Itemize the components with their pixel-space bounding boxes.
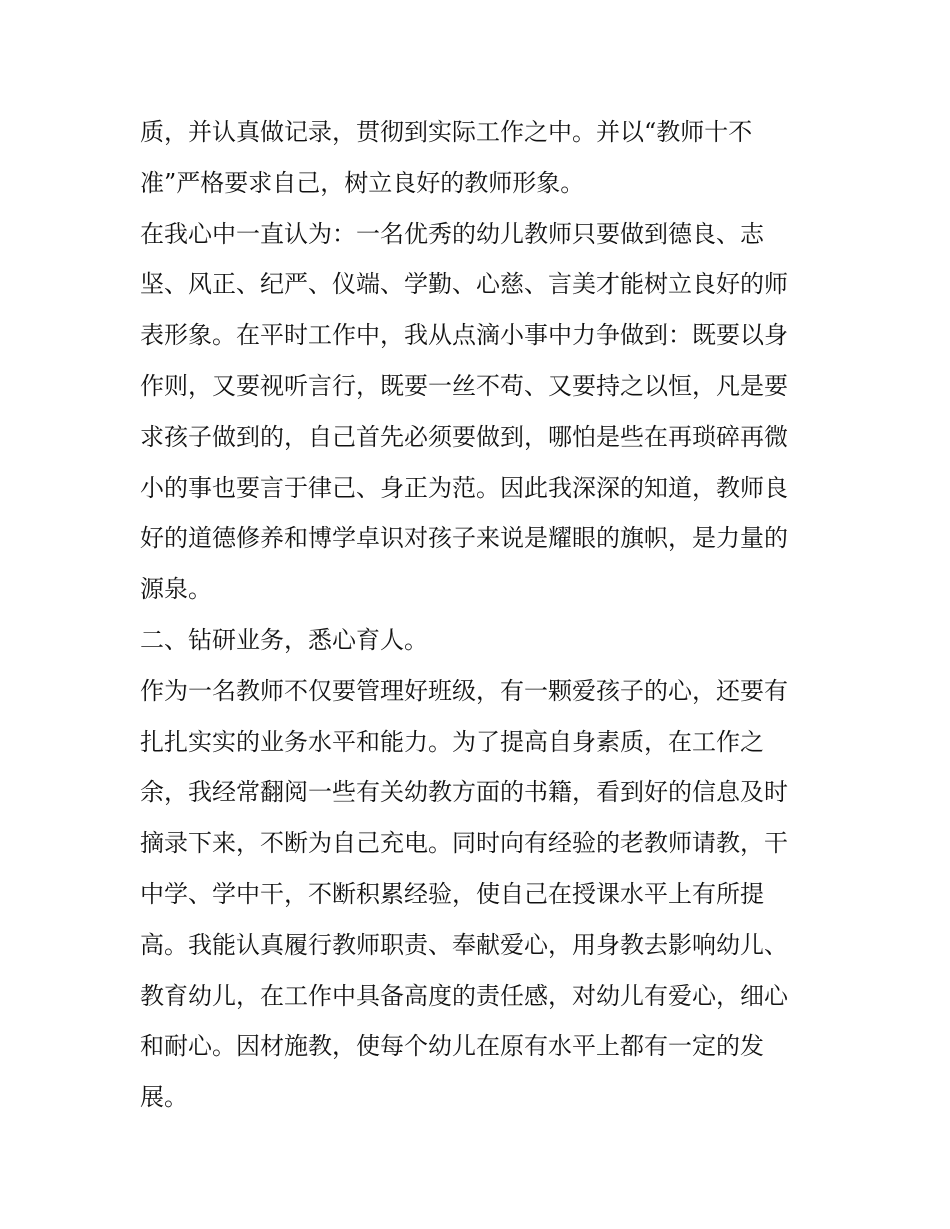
text-line: 摘录下来，不断为自己充电。同时向有经验的老教师请教，干 — [140, 829, 788, 858]
text-line: 展。 — [140, 1083, 188, 1112]
text-line: 作为一名教师不仅要管理好班级，有一颗爱孩子的心，还要有 — [140, 676, 788, 705]
text-line: 源泉。 — [140, 575, 212, 604]
text-line: 作则，又要视听言行，既要一丝不苟、又要持之以恒，凡是要 — [140, 371, 788, 400]
text-line: 扎扎实实的业务水平和能力。为了提高自身素质，在工作之 — [140, 727, 764, 756]
section-heading: 二、钻研业务，悉心育人。 — [140, 625, 428, 654]
text-line: 和耐心。因材施教，使每个幼儿在原有水平上都有一定的发 — [140, 1032, 764, 1061]
body-text — [140, 107, 812, 1123]
text-line: 表形象。在平时工作中，我从点滴小事中力争做到：既要以身 — [140, 321, 788, 350]
text-line: 高。我能认真履行教师职责、奉献爱心，用身教去影响幼儿、 — [140, 930, 788, 959]
text-line: 在我心中一直认为：一名优秀的幼儿教师只要做到德良、志 — [140, 219, 764, 248]
text-line: 教育幼儿，在工作中具备高度的责任感，对幼儿有爱心，细心 — [140, 981, 788, 1010]
text-line: 好的道德修养和博学卓识对孩子来说是耀眼的旗帜，是力量的 — [140, 524, 788, 553]
text-line: 质，并认真做记录，贯彻到实际工作之中。并以“教师十不 — [140, 118, 753, 146]
text-line: 坚、风正、纪严、仪端、学勤、心慈、言美才能树立良好的师 — [140, 270, 788, 299]
text-line: 求孩子做到的，自己首先必须要做到，哪怕是些在再琐碎再微 — [140, 422, 788, 451]
text-line: 小的事也要言于律己、身正为范。因此我深深的知道，教师良 — [140, 473, 788, 502]
text-line: 准”严格要求自己，树立良好的教师形象。 — [140, 168, 585, 197]
text-line: 余，我经常翻阅一些有关幼教方面的书籍，看到好的信息及时 — [140, 778, 788, 807]
text-line: 中学、学中干，不断积累经验，使自己在授课水平上有所提 — [140, 879, 764, 908]
